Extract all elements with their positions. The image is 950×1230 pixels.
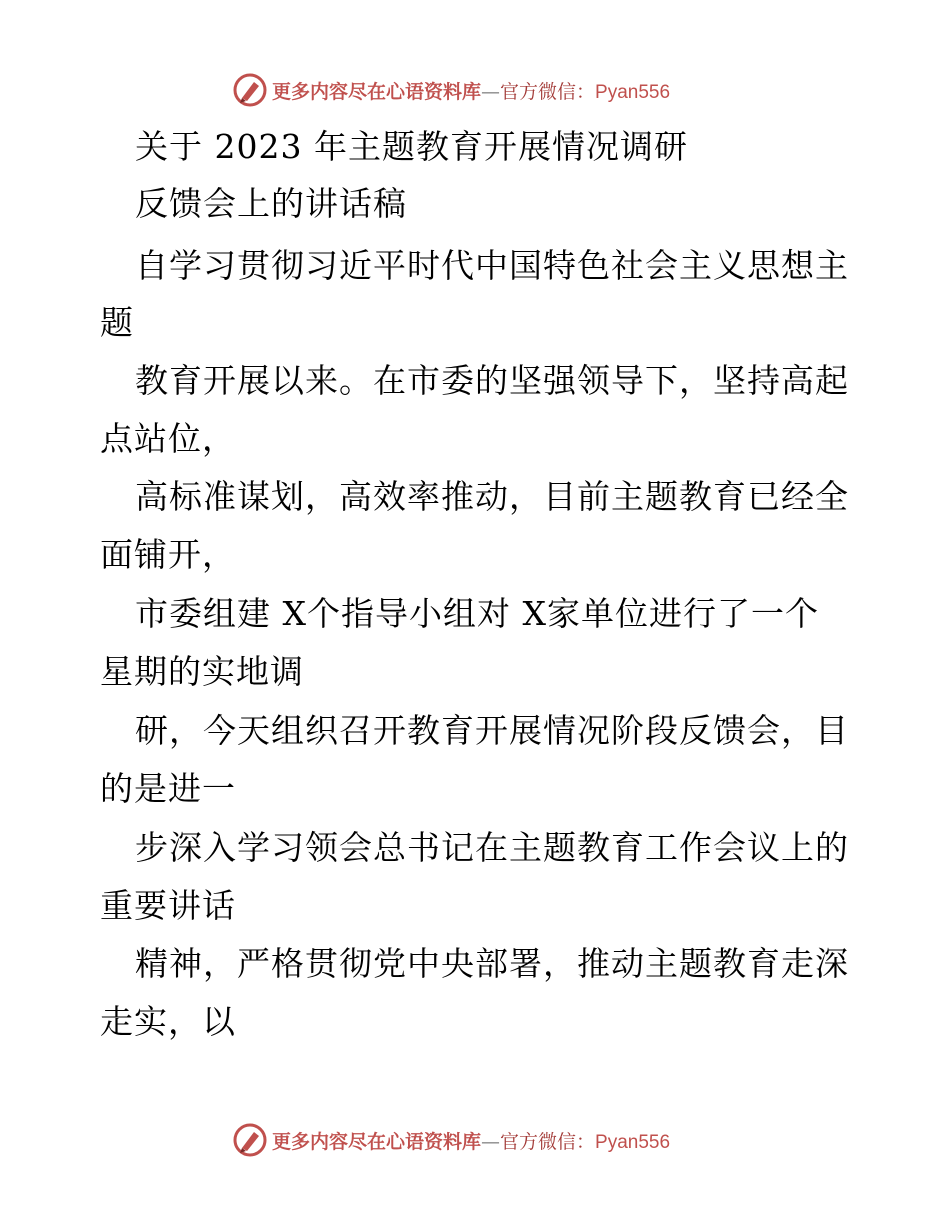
body-line: 高标准谋划，高效率推动，目前主题教育已经全 (135, 477, 849, 516)
watermark-handle: Pyan556 (595, 81, 671, 103)
watermark-wechat-label: 官方微信： (500, 80, 596, 103)
body-line: 星期的实地调 (100, 652, 304, 691)
body-line: 面铺开， (100, 535, 236, 574)
body-line: 教育开展以来。在市委的坚强领导下，坚持高起 (135, 361, 849, 400)
watermark-banner-top (232, 70, 732, 110)
body-line: 精神，严格贯彻党中央部署，推动主题教育走深 (135, 944, 849, 983)
title-line-1: 关于 2023 年主题教育开展情况调研 (135, 127, 688, 166)
watermark-wechat-label: 官方微信： (500, 1130, 596, 1153)
title-line-2: 反馈会上的讲话稿 (135, 184, 407, 223)
watermark-brand: 更多内容尽在心语资料库 (272, 1130, 482, 1153)
watermark-dash: — (481, 1130, 501, 1153)
watermark-text (272, 77, 670, 104)
pen-logo-icon (232, 1122, 268, 1158)
body-line: 走实，以 (100, 1002, 236, 1041)
body-line: 步深入学习领会总书记在主题教育工作会议上的 (135, 828, 849, 867)
watermark-brand: 更多内容尽在心语资料库 (272, 80, 482, 103)
body-line: 的是进一 (100, 769, 236, 808)
body-line: 题 (100, 303, 134, 342)
watermark-handle: Pyan556 (595, 1131, 671, 1153)
watermark-dash: — (481, 80, 501, 103)
body-line: 市委组建 X个指导小组对 X家单位进行了一个 (135, 594, 819, 633)
body-line: 研，今天组织召开教育开展情况阶段反馈会，目 (135, 711, 849, 750)
body-line: 重要讲话 (100, 886, 236, 925)
body-line: 点站位， (100, 419, 236, 458)
watermark-text (272, 1127, 670, 1154)
watermark-banner-bottom (232, 1120, 732, 1160)
body-line: 自学习贯彻习近平时代中国特色社会主义思想主 (135, 246, 849, 285)
pen-logo-icon (232, 72, 268, 108)
